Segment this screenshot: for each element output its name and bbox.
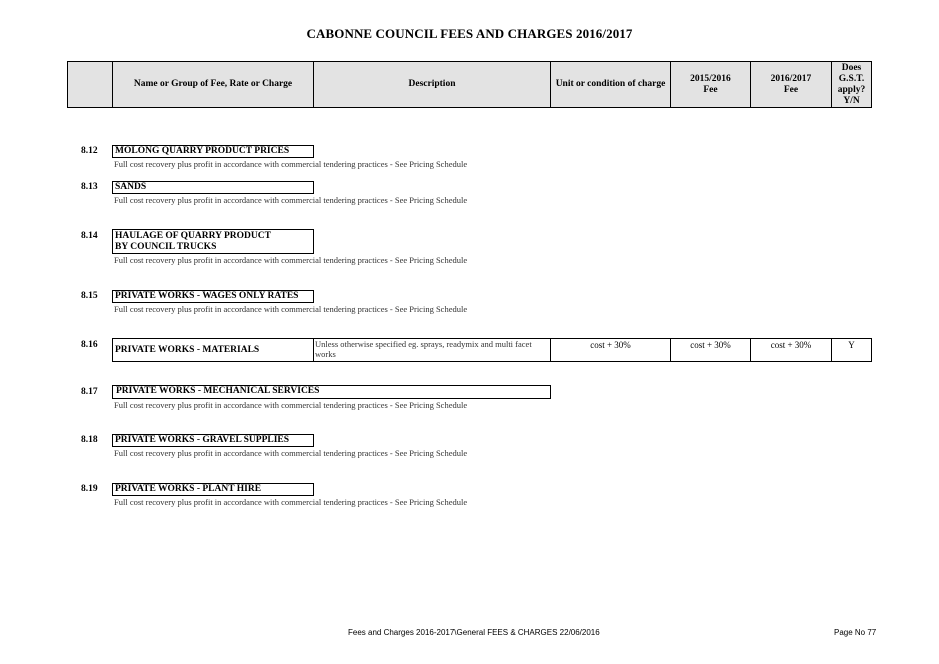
fee-2015-cell: cost + 30% bbox=[670, 338, 751, 362]
section-title: SANDS bbox=[112, 181, 314, 194]
fee-name-cell: PRIVATE WORKS - MATERIALS bbox=[112, 338, 314, 362]
header-gst: Does G.S.T. apply? Y/N bbox=[831, 61, 872, 108]
section-title: PRIVATE WORKS - GRAVEL SUPPLIES bbox=[112, 434, 314, 447]
section-note: Full cost recovery plus profit in accordance with commercial tendering practices - See Pricing Schedule bbox=[114, 448, 468, 458]
header-name: Name or Group of Fee, Rate or Charge bbox=[112, 61, 314, 108]
section-code: 8.16 bbox=[81, 340, 98, 350]
section-code: 8.17 bbox=[81, 387, 98, 397]
section-code: 8.15 bbox=[81, 291, 98, 301]
section-note: Full cost recovery plus profit in accordance with commercial tendering practices - See Pricing Schedule bbox=[114, 159, 468, 169]
fee-description-cell: Unless otherwise specified eg. sprays, readymix and multi facet works bbox=[313, 338, 551, 362]
section-title: PRIVATE WORKS - WAGES ONLY RATES bbox=[112, 290, 314, 303]
header-fee-2016: 2016/2017 Fee bbox=[750, 61, 832, 108]
section-code: 8.12 bbox=[81, 146, 98, 156]
header-fee-2015: 2015/2016 Fee bbox=[670, 61, 751, 108]
section-note: Full cost recovery plus profit in accordance with commercial tendering practices - See Pricing Schedule bbox=[114, 400, 468, 410]
section-note: Full cost recovery plus profit in accordance with commercial tendering practices - See Pricing Schedule bbox=[114, 255, 468, 265]
section-code: 8.18 bbox=[81, 435, 98, 445]
header-blank-cell bbox=[67, 61, 113, 108]
footer-path: Fees and Charges 2016-2017\General FEES & CHARGES 22/06/2016 bbox=[348, 628, 600, 637]
section-title-line-2: BY COUNCIL TRUCKS bbox=[115, 242, 217, 252]
section-note: Full cost recovery plus profit in accordance with commercial tendering practices - See Pricing Schedule bbox=[114, 304, 468, 314]
footer-page-number: Page No 77 bbox=[834, 628, 877, 637]
fee-unit-cell: cost + 30% bbox=[550, 338, 671, 362]
gst-cell: Y bbox=[831, 338, 872, 362]
document-title: CABONNE COUNCIL FEES AND CHARGES 2016/2017 bbox=[306, 26, 633, 41]
header-unit: Unit or condition of charge bbox=[550, 61, 671, 108]
fee-2016-cell: cost + 30% bbox=[750, 338, 832, 362]
section-title: MOLONG QUARRY PRODUCT PRICES bbox=[112, 145, 314, 158]
section-title: PRIVATE WORKS - MECHANICAL SERVICES bbox=[112, 385, 551, 399]
section-note: Full cost recovery plus profit in accordance with commercial tendering practices - See Pricing Schedule bbox=[114, 195, 468, 205]
section-title-line-1: HAULAGE OF QUARRY PRODUCT bbox=[115, 231, 271, 241]
section-note: Full cost recovery plus profit in accordance with commercial tendering practices - See Pricing Schedule bbox=[114, 497, 468, 507]
header-description: Description bbox=[313, 61, 551, 108]
section-title bbox=[112, 229, 314, 254]
section-code: 8.19 bbox=[81, 484, 98, 494]
section-code: 8.13 bbox=[81, 182, 98, 192]
section-code: 8.14 bbox=[81, 231, 98, 241]
section-title: PRIVATE WORKS - PLANT HIRE bbox=[112, 483, 314, 496]
